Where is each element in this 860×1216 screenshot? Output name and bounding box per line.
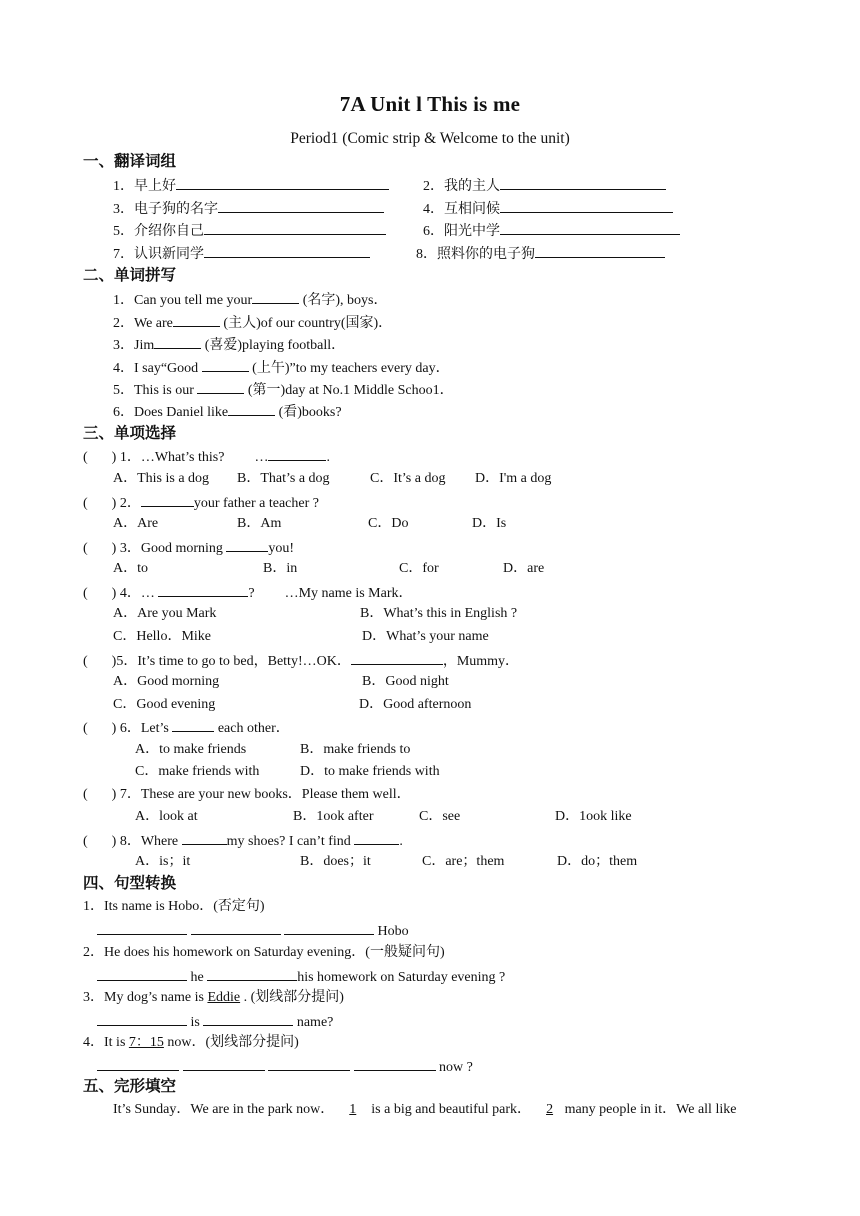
option-a[interactable]: A．to make friends [135,742,247,757]
s3-question-1: ( ) 1．…What’s this? … . [83,447,330,467]
answer-blank[interactable] [173,313,220,327]
s4-question-4: 4．It is 7：15 now．(划线部分提问) [83,1035,299,1050]
s4-answer-1: Hobo [97,921,409,941]
answer-blank[interactable] [158,583,248,597]
option-b[interactable]: B．That’s a dog [237,471,330,486]
s5-passage-line: It’s Sunday．We are in the park now． 1 is a big and beautiful park． 2 many people in it．We all like [113,1102,737,1117]
answer-blank[interactable] [141,493,194,507]
section-5-heading: 五、完形填空 [83,1077,177,1095]
section-3-heading: 三、单项选择 [83,424,177,442]
option-c[interactable]: C．Good evening [113,697,216,712]
option-c[interactable]: C．for [399,561,439,576]
s2-question-5: 5．This is our (第一)day at No.1 Middle Schoo1． [113,380,454,400]
s1-item-5: 5．介绍你自己 [113,221,386,241]
s1-item-6: 6．阳光中学 [423,221,680,241]
option-d[interactable]: D．I'm a dog [475,471,552,486]
option-c[interactable]: C．make friends with [135,764,260,779]
section-4-heading: 四、句型转换 [83,874,177,892]
option-a[interactable]: A．Good morning [113,674,220,689]
option-b[interactable]: B．What’s this in English ? [360,606,518,621]
option-d[interactable]: D．are [503,561,545,576]
s2-question-2: 2．We are (主人)of our country(国家)． [113,313,392,333]
s2-question-6: 6．Does Daniel like (看)books? [113,402,342,422]
answer-blank[interactable] [284,921,374,935]
s1-item-2: 2．我的主人 [423,176,666,196]
s3-question-4: ( ) 4．… ? …My name is Mark． [83,583,413,603]
s1-item-8: 8．照料你的电子狗 [416,244,665,264]
option-a[interactable]: A．This is a dog [113,471,210,486]
section-2-heading: 二、单词拼写 [83,266,177,284]
option-b[interactable]: B．in [263,561,298,576]
option-a[interactable]: A．look at [135,809,198,824]
answer-blank[interactable] [97,967,187,981]
option-d[interactable]: D．do；them [557,854,638,869]
answer-blank[interactable] [182,831,227,845]
answer-blank[interactable] [354,1057,436,1071]
s4-answer-3: is name? [97,1012,333,1032]
answer-blank[interactable] [97,1057,179,1071]
page-title: 7A Unit l This is me [339,92,521,116]
answer-blank[interactable] [252,290,299,304]
s1-item-7: 7．认识新同学 [113,244,370,264]
option-c[interactable]: C．are；them [422,854,505,869]
s4-question-3: 3．My dog’s name is Eddie . (划线部分提问) [83,990,344,1005]
s1-item-3: 3．电子狗的名字 [113,199,384,219]
answer-blank[interactable] [204,244,370,258]
answer-blank[interactable] [203,1012,293,1026]
s3-question-2: ( ) 2． your father a teacher ? [83,493,319,513]
answer-blank[interactable] [354,831,399,845]
option-d[interactable]: D．What’s your name [362,629,489,644]
s2-question-4: 4．I say“Good (上午)”to my teachers every day． [113,358,450,378]
option-a[interactable]: A．Are [113,516,159,531]
option-c[interactable]: C．Do [368,516,409,531]
answer-blank[interactable] [268,1057,350,1071]
s1-item-1: 1．早上好 [113,176,389,196]
s3-question-8: ( ) 8．Where my shoes? I can’t find . [83,831,403,851]
answer-blank[interactable] [226,538,268,552]
answer-blank[interactable] [228,402,275,416]
s3-question-3: ( ) 3．Good morning you! [83,538,294,558]
answer-blank[interactable] [154,335,201,349]
option-a[interactable]: A．is；it [135,854,191,869]
option-c[interactable]: C．Hello．Mike [113,629,211,644]
s2-question-1: 1．Can you tell me your (名字), boys． [113,290,387,310]
s4-answer-4: now ? [97,1057,473,1077]
option-a[interactable]: A．Are you Mark [113,606,217,621]
s3-question-5: ( )5．It’s time to go to bed，Betty!…OK． ，Mummy． [83,651,519,671]
answer-blank[interactable] [207,967,297,981]
answer-blank[interactable] [204,221,386,235]
answer-blank[interactable] [500,221,680,235]
s3-question-7: ( ) 7．These are your new books．Please them well． [83,787,411,802]
option-b[interactable]: B．1ook after [293,809,374,824]
answer-blank[interactable] [202,358,249,372]
section-1-heading: 一、翻译词组 [83,152,177,170]
option-b[interactable]: B．Good night [362,674,449,689]
answer-blank[interactable] [197,380,244,394]
answer-blank[interactable] [268,447,326,461]
option-b[interactable]: B．make friends to [300,742,411,757]
answer-blank[interactable] [218,199,384,213]
s3-question-6: ( ) 6．Let’s each other． [83,718,290,738]
blank-number[interactable]: 1 [349,1102,357,1117]
option-a[interactable]: A．to [113,561,148,576]
option-d[interactable]: D．to make friends with [300,764,440,779]
blank-number[interactable]: 2 [546,1102,554,1117]
answer-blank[interactable] [176,176,389,190]
answer-blank[interactable] [97,921,187,935]
answer-blank[interactable] [172,718,214,732]
s4-answer-2: he his homework on Saturday evening ? [97,967,505,987]
s2-question-3: 3．Jim (喜爱)playing football． [113,335,345,355]
answer-blank[interactable] [183,1057,265,1071]
option-d[interactable]: D．Is [472,516,507,531]
answer-blank[interactable] [535,244,665,258]
page-subtitle: Period1 (Comic strip & Welcome to the unit) [290,130,570,147]
option-c[interactable]: C．It’s a dog [370,471,446,486]
answer-blank[interactable] [500,176,666,190]
option-d[interactable]: D．1ook like [555,809,632,824]
s1-item-4: 4．互相问候 [423,199,673,219]
s4-question-2: 2．He does his homework on Saturday evening．(一般疑问句) [83,945,445,960]
option-b[interactable]: B．Am [237,516,282,531]
answer-blank[interactable] [500,199,673,213]
option-d[interactable]: D．Good afternoon [359,697,472,712]
answer-blank[interactable] [97,1012,187,1026]
option-c[interactable]: C．see [419,809,461,824]
s4-question-1: 1．Its name is Hobo．(否定句) [83,899,265,914]
answer-blank[interactable] [351,651,443,665]
option-b[interactable]: B．does；it [300,854,371,869]
answer-blank[interactable] [191,921,281,935]
